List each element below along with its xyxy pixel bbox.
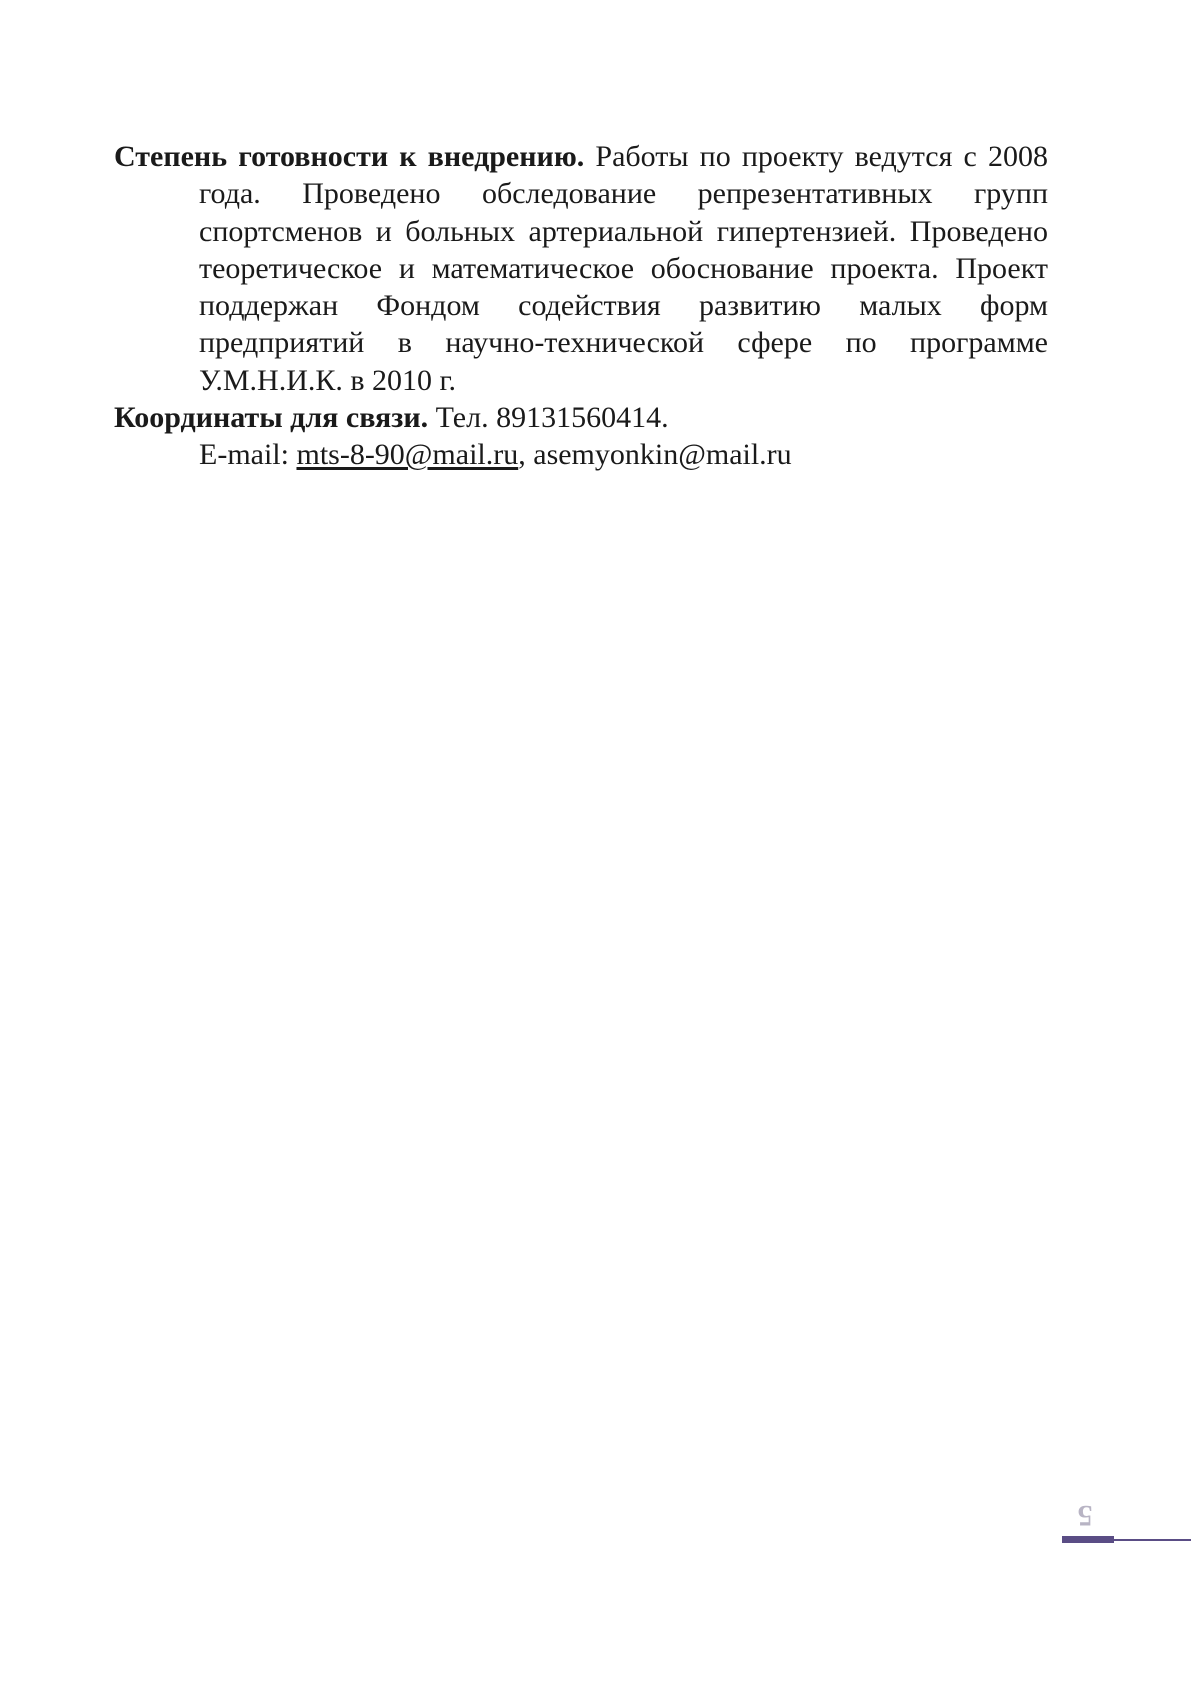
email-secondary: asemyonkin@mail.ru [533,438,792,472]
contacts-phone: Тел. 89131560414. [435,401,669,435]
readiness-heading: Степень готовности к внедрению. [114,140,585,173]
readiness-body: Работы по проекту ведутся с 2008 года. Проведено обследование репрезентативных групп спортсменов и больных артериальной гипертензией. Проведено теоретическое и математическое обоснование проекта. Проект поддержан Фондом содействия развитию малых форм предприятий в научно-технической сфере по программе У.М.Н.И.К. в 2010 г. [199,140,1048,397]
footer-rule [1112,1539,1191,1541]
contacts-paragraph [114,399,1048,436]
email-separator: , [518,438,526,472]
readiness-paragraph [114,138,1048,399]
page-content [114,138,1048,474]
contacts-email-line [114,436,1048,473]
page-number: 5 [1077,1499,1093,1532]
footer-accent-bar [1062,1536,1114,1543]
email-label: E-mail: [199,438,289,472]
contacts-heading: Координаты для связи. [114,401,429,435]
email-link-primary[interactable]: mts-8-90@mail.ru [296,438,519,472]
